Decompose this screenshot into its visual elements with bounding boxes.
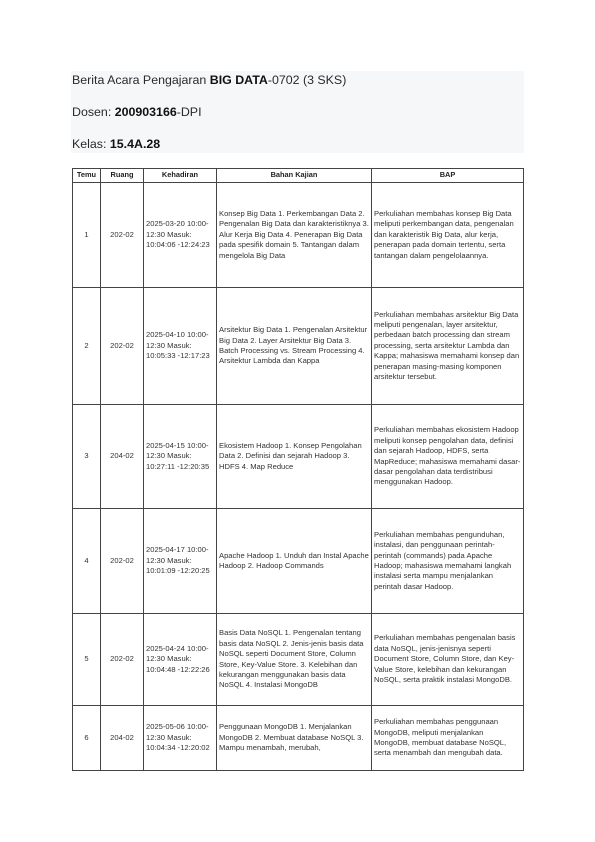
cell-kehadiran: 2025-05-06 10:00-12:30 Masuk: 10:04:34 -12:20:02 xyxy=(144,706,217,771)
table-row xyxy=(73,288,524,405)
cell-kehadiran: 2025-04-17 10:00-12:30 Masuk: 10:01:09 -12:20:25 xyxy=(144,509,217,614)
cell-temu: 5 xyxy=(73,614,101,706)
class-line xyxy=(72,137,160,151)
cell-kehadiran: 2025-04-15 10:00-12:30 Masuk: 10:27:11 -12:20:35 xyxy=(144,405,217,509)
table-row xyxy=(73,509,524,614)
cell-temu: 3 xyxy=(73,405,101,509)
column-header-bap: BAP xyxy=(372,169,524,183)
cell-bahan-kajian: Arsitektur Big Data 1. Pengenalan Arsitektur Big Data 2. Layer Arsitektur Big Data 3. Batch Processing vs. Stream Processing 4. Arsitektur Lambda dan Kappa xyxy=(217,288,372,405)
column-header-ruang: Ruang xyxy=(101,169,144,183)
cell-bap: Perkuliahan membahas pengenalan basis data NoSQL, jenis-jenisnya seperti Document Store, Column Store, dan Key-Value Store, kelebihan dan kekurangan NoSQL, serta praktik instalasi MongoDB. xyxy=(372,614,524,706)
table-header-row xyxy=(73,169,524,183)
cell-bahan-kajian: Apache Hadoop 1. Unduh dan Instal Apache Hadoop 2. Hadoop Commands xyxy=(217,509,372,614)
cell-ruang: 202-02 xyxy=(101,509,144,614)
course-code: -0702 (3 SKS) xyxy=(267,73,347,87)
cell-kehadiran: 2025-04-10 10:00-12:30 Masuk: 10:05:33 -12:17:23 xyxy=(144,288,217,405)
cell-ruang: 204-02 xyxy=(101,706,144,771)
course-name: BIG DATA xyxy=(209,73,268,87)
cell-temu: 6 xyxy=(73,706,101,771)
cell-bap: Perkuliahan membahas ekosistem Hadoop meliputi konsep pengolahan data, definisi dan sejarah Hadoop, HDFS, serta MapReduce; mahasiswa memahami dasar-dasar pengolahan data terdistribusi menggunakan Hadoop. xyxy=(372,405,524,509)
class-label: Kelas: xyxy=(72,137,110,151)
class-id: 15.4A.28 xyxy=(109,137,161,151)
table-row xyxy=(73,614,524,706)
teaching-record-table xyxy=(72,168,524,771)
lecturer-code: -DPI xyxy=(176,105,202,119)
cell-bahan-kajian: Penggunaan MongoDB 1. Menjalankan MongoDB 2. Membuat database NoSQL 3. Mampu menambah, merubah, xyxy=(217,706,372,771)
cell-temu: 2 xyxy=(73,288,101,405)
cell-ruang: 202-02 xyxy=(101,288,144,405)
cell-bahan-kajian: Ekosistem Hadoop 1. Konsep Pengolahan Data 2. Definisi dan sejarah Hadoop 3. HDFS 4. Map Reduce xyxy=(217,405,372,509)
cell-bap: Perkuliahan membahas pengunduhan, instalasi, dan penggunaan perintah-perintah (commands) pada Apache Hadoop; mahasiswa memahami langkah instalasi serta mampu menjalankan perintah dasar Hadoop. xyxy=(372,509,524,614)
column-header-temu: Temu xyxy=(73,169,101,183)
cell-temu: 1 xyxy=(73,183,101,288)
lecturer-line xyxy=(72,105,202,119)
table-row xyxy=(73,405,524,509)
cell-ruang: 204-02 xyxy=(101,405,144,509)
cell-kehadiran: 2025-03-20 10:00-12:30 Masuk: 10:04:06 -12:24:23 xyxy=(144,183,217,288)
cell-ruang: 202-02 xyxy=(101,614,144,706)
column-header-kehadiran: Kehadiran xyxy=(144,169,217,183)
cell-bahan-kajian: Basis Data NoSQL 1. Pengenalan tentang basis data NoSQL 2. Jenis-jenis basis data NoSQL seperti Document Store, Column Store, Key-Value Store. 3. Kelebihan dan kekurangan menggunakan basis data NoSQL 4. Instalasi MongoDB xyxy=(217,614,372,706)
cell-bap: Perkuliahan membahas penggunaan MongoDB, meliputi menjalankan MongoDB, membuat database NoSQL, serta menambah dan mengubah data. xyxy=(372,706,524,771)
cell-kehadiran: 2025-04-24 10:00-12:30 Masuk: 10:04:48 -12:22:26 xyxy=(144,614,217,706)
cell-ruang: 202-02 xyxy=(101,183,144,288)
cell-bahan-kajian: Konsep Big Data 1. Perkembangan Data 2. Pengenalan Big Data dan karakteristiknya 3. Alur Kerja Big Data 4. Penerapan Big Data pada spesifik domain 5. Tantangan dalam mengelola Big Data xyxy=(217,183,372,288)
table-row xyxy=(73,183,524,288)
cell-bap: Perkuliahan membahas konsep Big Data meliputi perkembangan data, pengenalan dan karakteristik Big Data, alur kerja, penerapan pada domain tertentu, serta tantangan dalam pengelolaannya. xyxy=(372,183,524,288)
page-title xyxy=(72,73,346,87)
column-header-bahan-kajian: Bahan Kajian xyxy=(217,169,372,183)
lecturer-id: 200903166 xyxy=(114,105,177,119)
table-row xyxy=(73,706,524,771)
title-prefix: Berita Acara Pengajaran xyxy=(72,73,210,87)
cell-bap: Perkuliahan membahas arsitektur Big Data meliputi pengenalan, layer arsitektur, perbedaan batch processing dan stream processing, serta arsitektur Lambda dan Kappa; mahasiswa memahami konsep dan penerapan masing-masing komponen arsitektur tersebut. xyxy=(372,288,524,405)
lecturer-label: Dosen: xyxy=(72,105,115,119)
cell-temu: 4 xyxy=(73,509,101,614)
